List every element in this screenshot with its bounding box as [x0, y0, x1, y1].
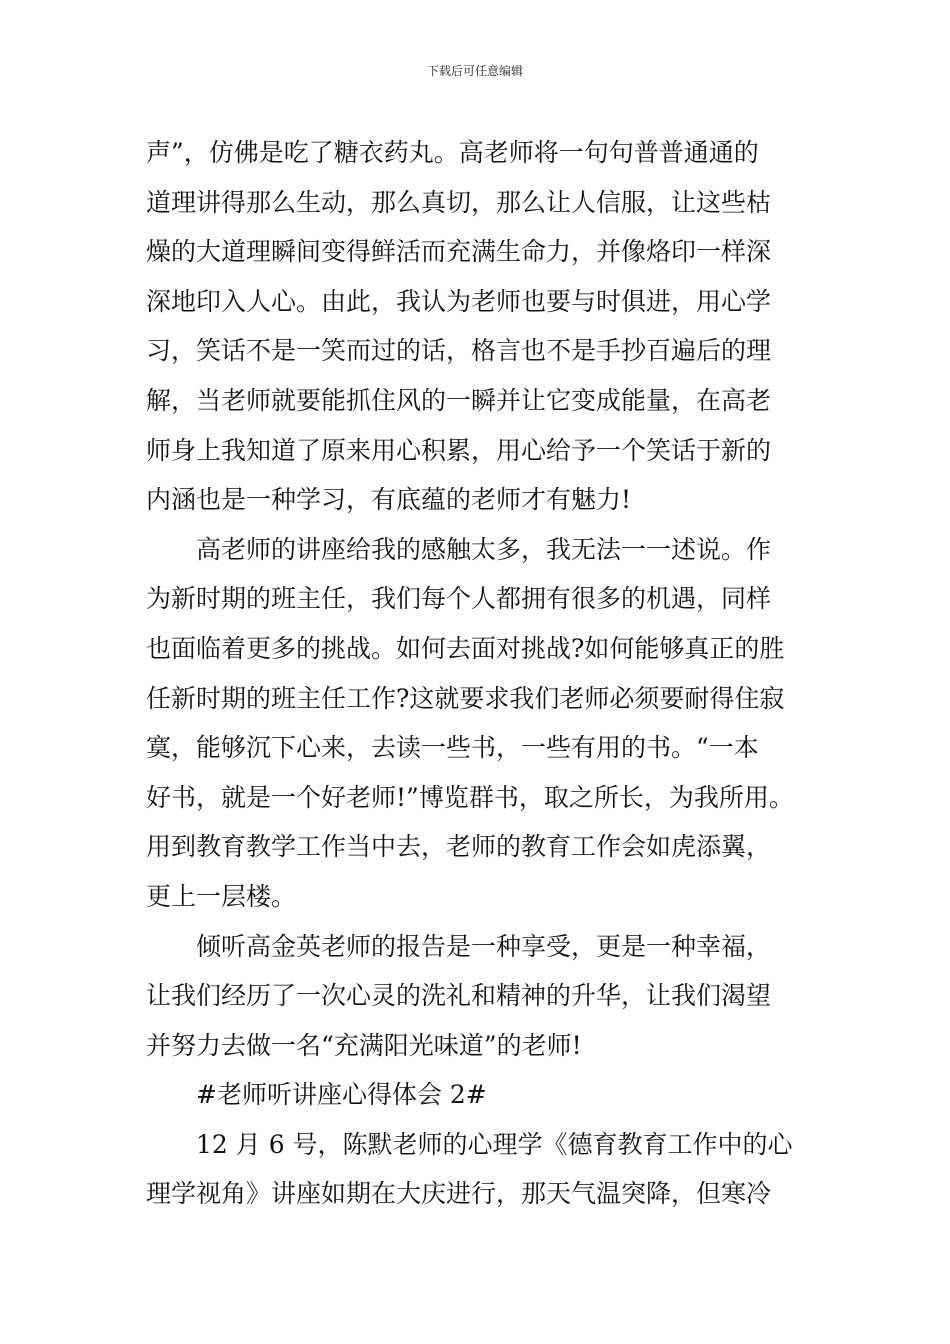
section-heading: [146, 1070, 826, 1120]
text-line: 深地印入人心。由此，我认为老师也要与时俱进，用心学: [146, 286, 772, 316]
text-line: 并努力去做一名“充满阳光味道”的老师!: [146, 1030, 582, 1060]
text-line: 寞，能够沉下心来，去读一些书，一些有用的书。“一本: [146, 733, 759, 763]
text-line: 解，当老师就要能抓住风的一瞬并让它变成能量，在高老: [146, 385, 772, 415]
heading-line: #老师听讲座心得体会 2#: [196, 1080, 487, 1110]
text-line: 任新时期的班主任工作?这就要求我们老师必须要耐得住寂: [146, 683, 785, 713]
paragraph: [146, 525, 826, 922]
text-line: 更上一层楼。: [146, 881, 297, 911]
text-line: 高老师的讲座给我的感触太多，我无法一一述说。作: [196, 534, 772, 564]
text-line: 为新时期的班主任，我们每个人都拥有很多的机遇，同样: [146, 584, 772, 614]
text-line: 让我们经历了一次心灵的洗礼和精神的升华，让我们渴望: [146, 981, 772, 1011]
text-line: 师身上我知道了原来用心积累，用心给予一个笑话于新的: [146, 435, 772, 465]
text-line: 道理讲得那么生动，那么真切，那么让人信服，让这些枯: [146, 187, 772, 217]
document-body: [146, 128, 826, 1219]
text-line: 内涵也是一种学习，有底蕴的老师才有魅力!: [146, 485, 632, 515]
text-line: 声”，仿佛是吃了糖衣药丸。高老师将一句句普普通通的: [146, 138, 759, 167]
text-line: 好书，就是一个好老师!”博览群书，取之所长，为我所用。: [146, 782, 794, 812]
text-line: 12 月 6 号，陈默老师的心理学《德育教育工作中的心: [196, 1129, 793, 1159]
text-line: 也面临着更多的挑战。如何去面对挑战?如何能够真正的胜: [146, 633, 785, 663]
text-line: 倾听高金英老师的报告是一种享受，更是一种幸福，: [196, 931, 772, 961]
page-header: 下载后可任意编辑: [426, 64, 523, 78]
text-line: 燥的大道理瞬间变得鲜活而充满生命力，并像烙印一样深: [146, 237, 772, 267]
paragraph: [146, 128, 826, 525]
text-line: 用到教育教学工作当中去，老师的教育工作会如虎添翼，: [146, 832, 772, 862]
paragraph: [146, 922, 826, 1071]
text-line: 理学视角》讲座如期在大庆进行，那天气温突降，但寒冷: [146, 1179, 772, 1209]
text-line: 习，笑话不是一笑而过的话，格言也不是手抄百遍后的理: [146, 336, 772, 366]
paragraph: [146, 1120, 826, 1219]
